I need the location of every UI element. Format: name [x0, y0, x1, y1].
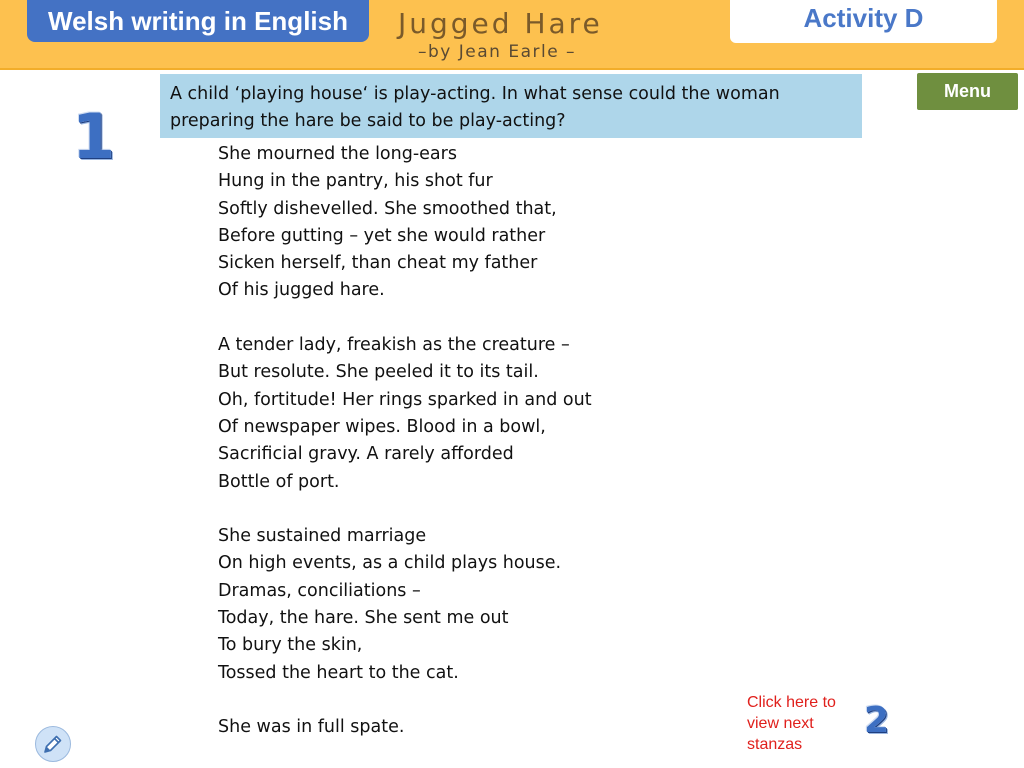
menu-button[interactable]: Menu	[917, 73, 1018, 110]
poem-line: She mourned the long-ears	[218, 144, 457, 164]
next-stanzas-link[interactable]	[747, 692, 859, 755]
question-box	[160, 74, 862, 138]
poem-line: Sacrificial gravy. A rarely afforded	[218, 444, 514, 465]
question-line: A child ‘playing house‘ is play-acting. In what sense could the woman	[170, 84, 780, 104]
next-link-line: Click here to	[747, 694, 836, 711]
poem-line: Sicken herself, than cheat my father	[218, 253, 538, 274]
poem-line: Softly dishevelled. She smoothed that,	[218, 198, 557, 219]
poem-line: To bury the skin,	[218, 635, 363, 656]
poem-stanza	[218, 332, 592, 496]
poem-stanza	[218, 141, 592, 305]
poem-text	[218, 141, 592, 742]
header-bar	[0, 0, 1024, 70]
next-link-line: view next	[747, 715, 814, 732]
poem-line: Oh, fortitude! Her rings sparked in and out	[218, 389, 592, 410]
poem-author: –by Jean Earle –	[418, 42, 577, 62]
question-line: preparing the hare be said to be play-acting?	[170, 111, 566, 131]
poem-line: On high events, as a child plays house.	[218, 553, 562, 574]
poem-line: She sustained marriage	[218, 526, 427, 547]
pencil-button[interactable]	[35, 726, 71, 762]
poem-line: Bottle of port.	[218, 471, 340, 492]
poem-line: Of newspaper wipes. Blood in a bowl,	[218, 416, 546, 437]
section-number-icon: 1	[72, 100, 116, 173]
poem-title: Jugged Hare	[398, 7, 603, 40]
next-link-line: stanzas	[747, 736, 803, 753]
poem-line: Dramas, conciliations –	[218, 580, 421, 601]
course-badge: Welsh writing in English	[27, 0, 369, 42]
activity-tab: Activity D	[730, 0, 997, 43]
poem-line: A tender lady, freakish as the creature –	[218, 335, 570, 356]
pencil-icon	[41, 732, 65, 756]
poem-line: Before gutting – yet she would rather	[218, 225, 546, 246]
poem-stanza	[218, 523, 592, 687]
poem-stanza	[218, 714, 592, 741]
poem-line: She was in full spate.	[218, 717, 405, 738]
poem-line: Tossed the heart to the cat.	[218, 662, 459, 683]
poem-line: Hung in the pantry, his shot fur	[218, 171, 493, 192]
poem-line: But resolute. She peeled it to its tail.	[218, 362, 539, 383]
poem-line: Today, the hare. She sent me out	[218, 608, 509, 629]
poem-line: Of his jugged hare.	[218, 280, 385, 301]
next-number-icon[interactable]: 2	[864, 700, 890, 741]
